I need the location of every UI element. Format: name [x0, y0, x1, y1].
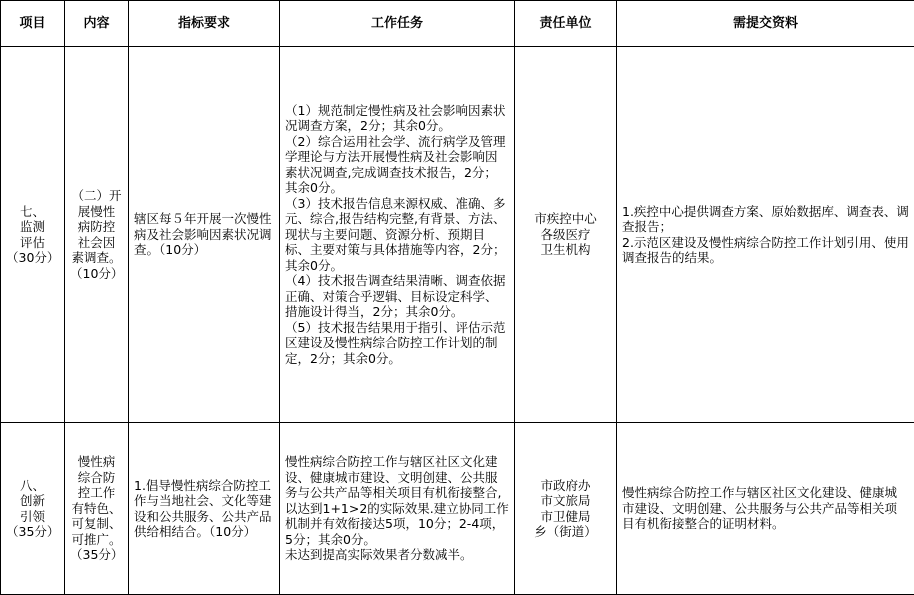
- content-line: 展慢性: [70, 204, 123, 220]
- content-line: 社会因: [70, 235, 123, 251]
- task-paragraph: （4）技术报告调查结果清晰、调查依据正确、对策合乎逻辑、目标设定科学、措施设计得当，2分；其余0分。: [285, 273, 509, 320]
- materials-paragraph: 1.疾控中心提供调查方案、原始数据库、调查表、调查报告；: [622, 204, 909, 235]
- content-line: （10分）: [70, 266, 123, 282]
- unit-line: 卫生机构: [520, 242, 611, 258]
- content-line: 可复制、: [70, 516, 123, 532]
- header-unit: 责任单位: [515, 1, 617, 47]
- requirement-cell: 1.倡导慢性病综合防控工作与当地社会、文化等建设和公共服务、公共产品供给相结合。（10分）: [129, 423, 280, 595]
- content-line: （二）开: [70, 188, 123, 204]
- header-content: 内容: [65, 1, 129, 47]
- materials-cell: [617, 423, 914, 595]
- task-paragraph: （3）技术报告信息来源权威、准确、多元、综合,报告结构完整,有背景、方法、现状与主要问题、资源分析、预期目标、主要对策与具体措施等内容，2分；其余0分。: [285, 196, 509, 274]
- unit-line: 各级医疗: [520, 227, 611, 243]
- item-line: 评估: [6, 235, 59, 251]
- materials-paragraph: 慢性病综合防控工作与辖区社区文化建设、健康城市建设、文明创建、公共服务与公共产品等相关项目有机衔接整合的证明材料。: [622, 485, 909, 532]
- item-line: 创新: [6, 493, 59, 509]
- content-line: 有特色、: [70, 501, 123, 517]
- content-line: 素调查。: [70, 250, 123, 266]
- content-cell: [65, 423, 129, 595]
- item-line: 引领: [6, 509, 59, 525]
- header-task: 工作任务: [280, 1, 515, 47]
- unit-line: 市疾控中心: [520, 211, 611, 227]
- table-row: [1, 423, 914, 595]
- unit-cell: [515, 423, 617, 595]
- task-paragraph: 慢性病综合防控工作与辖区社区文化建设、健康城市建设、文明创建、公共服务与公共产品等相关项目有机衔接整合,以达到1+1>2的实际效果.建立协同工作机制并有效衔接达5项，10分；2-4项，5分；其余0分。: [285, 454, 509, 547]
- task-cell: [280, 47, 515, 423]
- content-line: （35分）: [70, 547, 123, 563]
- item-line: 监测: [6, 219, 59, 235]
- task-cell: [280, 423, 515, 595]
- task-paragraph: （5）技术报告结果用于指引、评估示范区建设及慢性病综合防控工作计划的制定，2分；其余0分。: [285, 320, 509, 367]
- item-line: （35分）: [6, 524, 59, 540]
- unit-cell: [515, 47, 617, 423]
- content-line: 控工作: [70, 485, 123, 501]
- item-cell: [1, 47, 65, 423]
- header-requirement: 指标要求: [129, 1, 280, 47]
- requirement-cell: 辖区每５年开展一次慢性病及社会影响因素状况调查。（10分）: [129, 47, 280, 423]
- table-row: [1, 47, 914, 423]
- unit-line: 市卫健局: [520, 509, 611, 525]
- content-line: 慢性病: [70, 454, 123, 470]
- header-materials: 需提交资料: [617, 1, 914, 47]
- materials-cell: [617, 47, 914, 423]
- materials-paragraph: 2.示范区建设及慢性病综合防控工作计划引用、使用调查报告的结果。: [622, 235, 909, 266]
- item-line: （30分）: [6, 250, 59, 266]
- unit-line: 市政府办: [520, 478, 611, 494]
- task-paragraph: （1）规范制定慢性病及社会影响因素状况调查方案，2分；其余0分。: [285, 103, 509, 134]
- header-item: 项目: [1, 1, 65, 47]
- item-line: 八、: [6, 478, 59, 494]
- header-row: [1, 1, 914, 47]
- content-line: 综合防: [70, 470, 123, 486]
- task-paragraph: 未达到提高实际效果者分数减半。: [285, 547, 509, 563]
- item-line: 七、: [6, 204, 59, 220]
- unit-line: 乡（街道）: [520, 524, 611, 540]
- content-cell: [65, 47, 129, 423]
- content-line: 病防控: [70, 219, 123, 235]
- unit-line: 市文旅局: [520, 493, 611, 509]
- item-cell: [1, 423, 65, 595]
- content-line: 可推广。: [70, 532, 123, 548]
- task-paragraph: （2）综合运用社会学、流行病学及管理学理论与方法开展慢性病及社会影响因素状况调查,完成调查技术报告，2分；其余0分。: [285, 134, 509, 196]
